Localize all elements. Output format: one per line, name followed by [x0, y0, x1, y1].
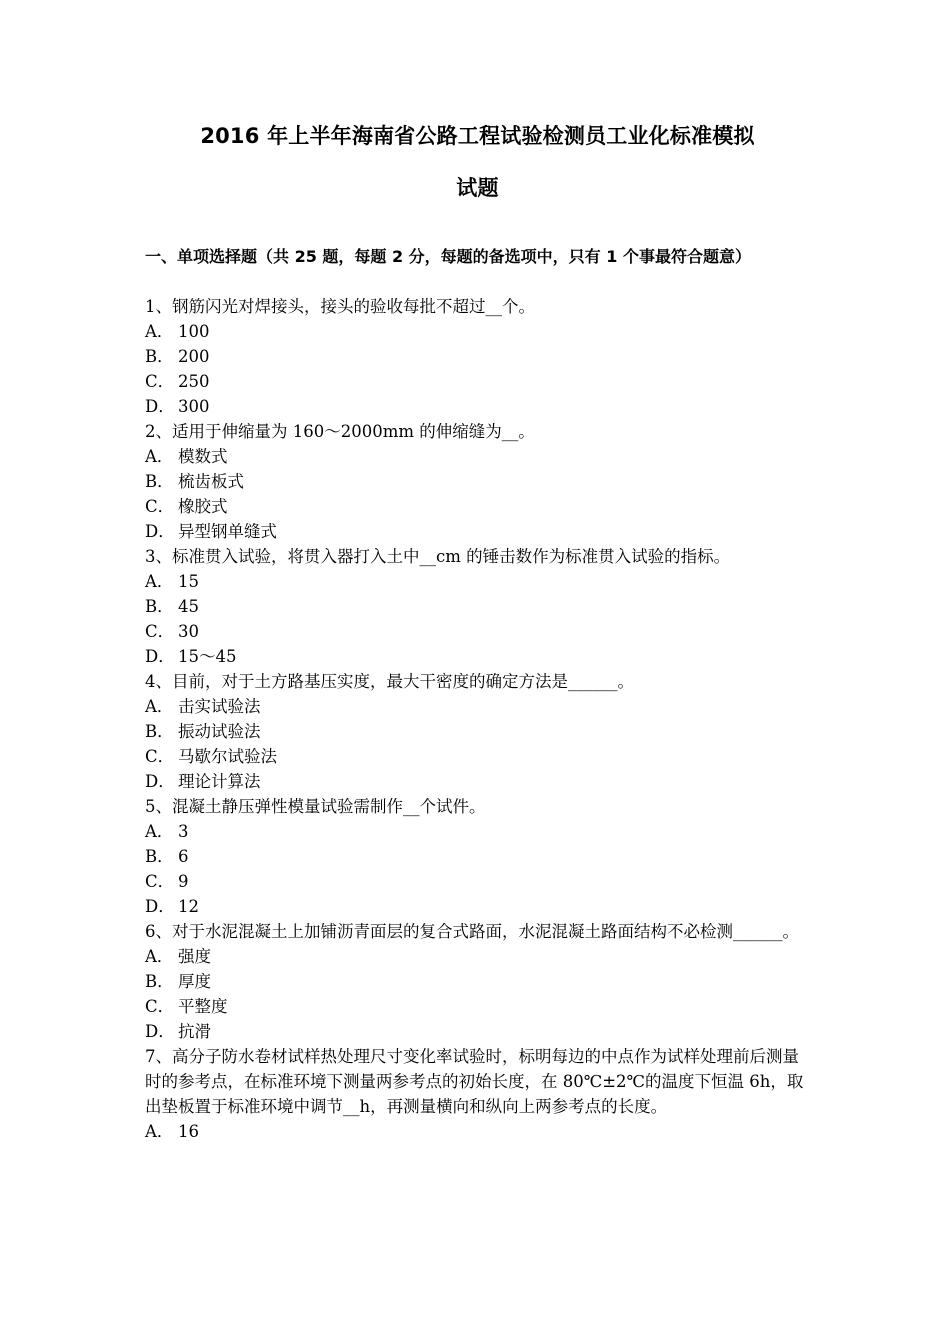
question-stem: 1、钢筋闪光对焊接头，接头的验收每批不超过__个。 [145, 297, 535, 316]
option-c [145, 369, 810, 394]
option-text: 振动试验法 [178, 722, 261, 741]
option-text: 平整度 [178, 997, 228, 1016]
question-stem: 4、目前，对于土方路基压实度，最大干密度的确定方法是______。 [145, 672, 634, 691]
option-b [145, 594, 810, 619]
question-stem: 5、混凝土静压弹性模量试验需制作__个试件。 [145, 797, 486, 816]
option-letter: A． [145, 697, 174, 716]
option-text: 理论计算法 [178, 772, 261, 791]
option-text: 12 [178, 897, 199, 916]
option-d [145, 394, 810, 419]
option-a [145, 444, 810, 469]
option-text: 15～45 [178, 647, 237, 666]
option-c [145, 994, 810, 1019]
option-text: 橡胶式 [178, 497, 228, 516]
option-letter: A． [145, 822, 174, 841]
question-stem: 2、适用于伸缩量为 160～2000mm 的伸缩缝为__。 [145, 422, 535, 441]
option-letter: D． [145, 647, 175, 666]
option-text: 250 [178, 372, 210, 391]
option-letter: B． [145, 597, 174, 616]
option-a [145, 1119, 810, 1144]
option-letter: B． [145, 472, 174, 491]
option-c [145, 869, 810, 894]
option-text: 200 [178, 347, 210, 366]
option-letter: A． [145, 447, 174, 466]
option-text: 300 [178, 397, 210, 416]
option-d [145, 519, 810, 544]
option-letter: A． [145, 322, 174, 341]
option-a [145, 319, 810, 344]
option-c [145, 744, 810, 769]
option-text: 异型钢单缝式 [178, 522, 277, 541]
option-text: 100 [178, 322, 210, 341]
option-b [145, 469, 810, 494]
option-c [145, 494, 810, 519]
option-text: 马歇尔试验法 [178, 747, 277, 766]
question-list [145, 294, 810, 1144]
option-text: 厚度 [178, 972, 211, 991]
option-a [145, 694, 810, 719]
option-letter: D． [145, 522, 175, 541]
option-text: 抗滑 [178, 1022, 211, 1041]
option-b [145, 719, 810, 744]
option-letter: D． [145, 1022, 175, 1041]
option-d [145, 769, 810, 794]
section-heading: 一、单项选择题（共 25 题，每题 2 分，每题的备选项中，只有 1 个事最符合题意） [145, 247, 751, 266]
document-title-line-1: 2016 年上半年海南省公路工程试验检测员工业化标准模拟 [200, 124, 755, 148]
option-text: 击实试验法 [178, 697, 261, 716]
option-a [145, 944, 810, 969]
option-text: 30 [178, 622, 199, 641]
option-letter: C． [145, 997, 175, 1016]
option-letter: A． [145, 1122, 174, 1141]
option-b [145, 969, 810, 994]
option-letter: B． [145, 847, 174, 866]
option-text: 模数式 [178, 447, 228, 466]
option-text: 16 [178, 1122, 199, 1141]
question-stem: 6、对于水泥混凝土上加铺沥青面层的复合式路面，水泥混凝土路面结构不必检测______。 [145, 922, 799, 941]
option-letter: C． [145, 622, 175, 641]
question-stem: 7、高分子防水卷材试样热处理尺寸变化率试验时，标明每边的中点作为试样处理前后测量时的参考点，在标准环境下测量两参考点的初始长度，在 80℃±2℃的温度下恒温 6h，取出垫板置于标准环境中调节__h，再测量横向和纵向上两参考点的长度。 [145, 1047, 804, 1116]
option-d [145, 1019, 810, 1044]
option-a [145, 569, 810, 594]
option-d [145, 894, 810, 919]
option-b [145, 844, 810, 869]
option-letter: C． [145, 372, 175, 391]
option-letter: C． [145, 747, 175, 766]
option-text: 45 [178, 597, 199, 616]
option-text: 强度 [178, 947, 211, 966]
option-letter: B． [145, 972, 174, 991]
option-text: 6 [178, 847, 189, 866]
option-letter: A． [145, 572, 174, 591]
option-c [145, 619, 810, 644]
option-letter: D． [145, 772, 175, 791]
option-letter: A． [145, 947, 174, 966]
option-letter: C． [145, 497, 175, 516]
option-text: 9 [178, 872, 189, 891]
option-a [145, 819, 810, 844]
option-letter: D． [145, 397, 175, 416]
option-d [145, 644, 810, 669]
option-letter: B． [145, 347, 174, 366]
question-stem: 3、标准贯入试验，将贯入器打入土中__cm 的锤击数作为标准贯入试验的指标。 [145, 547, 731, 566]
option-text: 15 [178, 572, 199, 591]
option-letter: B． [145, 722, 174, 741]
document-title-line-2: 试题 [456, 176, 499, 200]
option-text: 梳齿板式 [178, 472, 244, 491]
option-letter: C． [145, 872, 175, 891]
option-b [145, 344, 810, 369]
option-letter: D． [145, 897, 175, 916]
option-text: 3 [178, 822, 189, 841]
